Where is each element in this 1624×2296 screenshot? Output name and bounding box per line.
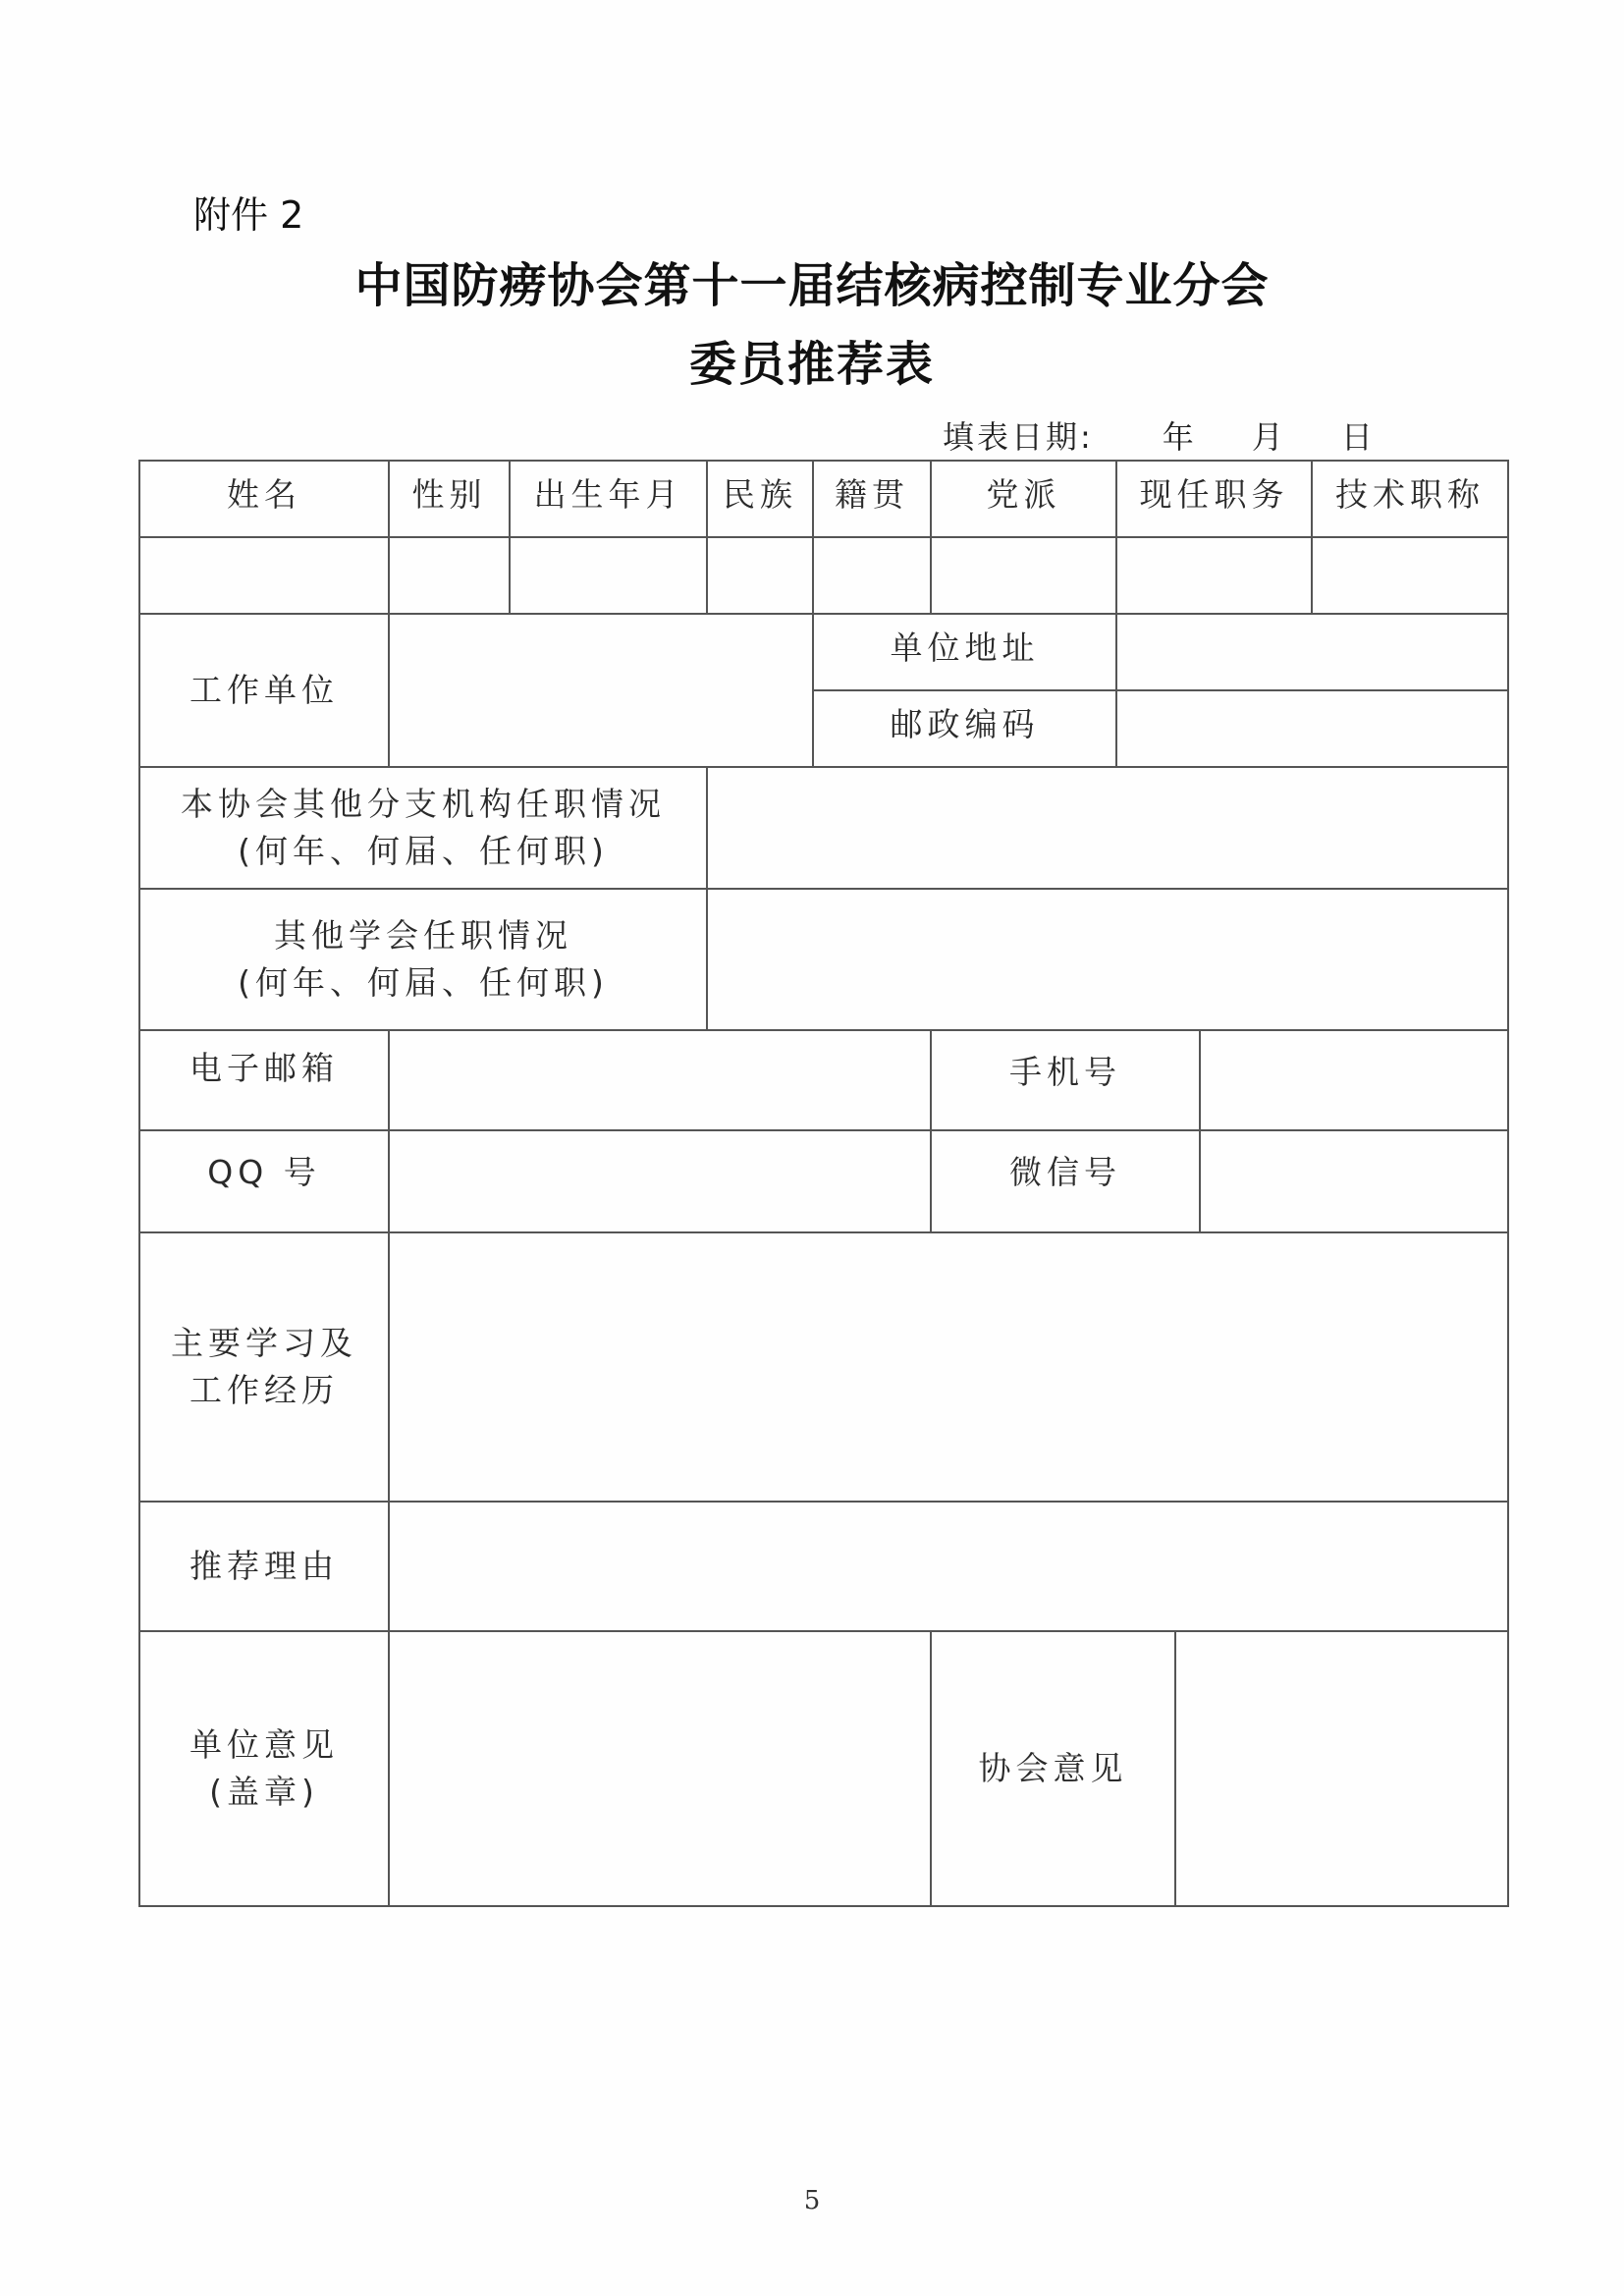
other-branch-line1: 本协会其他分支机构任职情况 — [181, 785, 666, 824]
fill-date-month: 月 — [1251, 418, 1286, 456]
hometown-field[interactable] — [812, 536, 932, 615]
mobile-label: 手机号 — [930, 1029, 1201, 1131]
postal-code-label: 邮政编码 — [812, 689, 1117, 768]
wechat-field[interactable] — [1199, 1129, 1509, 1233]
header-party: 党派 — [930, 460, 1117, 538]
association-opinion-label: 协会意见 — [930, 1630, 1176, 1907]
experience-line1: 主要学习及 — [171, 1324, 357, 1363]
document-title: 中国防痨协会第十一届结核病控制专业分会 — [354, 258, 1270, 313]
unit-opinion-label — [138, 1630, 390, 1907]
header-position: 现任职务 — [1115, 460, 1313, 538]
fill-date-year: 年 — [1162, 418, 1197, 456]
other-society-label — [138, 888, 708, 1031]
experience-label — [138, 1231, 390, 1503]
reason-field[interactable] — [388, 1501, 1509, 1632]
wechat-label: 微信号 — [930, 1129, 1201, 1233]
header-name: 姓名 — [138, 460, 390, 538]
unit-opinion-line2: (盖章) — [209, 1773, 319, 1811]
postal-code-field[interactable] — [1115, 689, 1509, 768]
header-birth: 出生年月 — [509, 460, 708, 538]
header-title: 技术职称 — [1311, 460, 1509, 538]
unit-address-label: 单位地址 — [812, 613, 1117, 691]
unit-opinion-line1: 单位意见 — [189, 1725, 339, 1765]
unit-opinion-field[interactable] — [388, 1630, 932, 1907]
ethnicity-field[interactable] — [706, 536, 814, 615]
other-society-field[interactable] — [706, 888, 1509, 1031]
qq-label: QQ 号 — [138, 1129, 390, 1233]
fill-date-label: 填表日期: — [943, 418, 1094, 456]
gender-field[interactable] — [388, 536, 511, 615]
association-opinion-field[interactable] — [1174, 1630, 1509, 1907]
email-field[interactable] — [388, 1029, 932, 1131]
qq-field[interactable] — [388, 1129, 932, 1233]
position-field[interactable] — [1115, 536, 1313, 615]
work-unit-label: 工作单位 — [138, 613, 390, 768]
other-branch-label — [138, 766, 708, 890]
unit-address-field[interactable] — [1115, 613, 1509, 691]
header-ethnicity: 民族 — [706, 460, 814, 538]
experience-line2: 工作经历 — [189, 1371, 339, 1409]
header-hometown: 籍贯 — [812, 460, 932, 538]
birth-field[interactable] — [509, 536, 708, 615]
other-society-line2: (何年、何届、任何职) — [238, 963, 609, 1002]
fill-date — [943, 412, 1376, 458]
other-branch-field[interactable] — [706, 766, 1509, 890]
header-gender: 性别 — [388, 460, 511, 538]
party-field[interactable] — [930, 536, 1117, 615]
mobile-field[interactable] — [1199, 1029, 1509, 1131]
experience-field[interactable] — [388, 1231, 1509, 1503]
work-unit-field[interactable] — [388, 613, 814, 768]
page-number: 5 — [803, 2186, 821, 2215]
reason-label: 推荐理由 — [138, 1501, 390, 1632]
other-branch-line2: (何年、何届、任何职) — [238, 832, 609, 870]
other-society-line1: 其他学会任职情况 — [274, 916, 572, 956]
email-label: 电子邮箱 — [138, 1029, 390, 1131]
document-subtitle: 委员推荐表 — [688, 337, 935, 392]
fill-date-day: 日 — [1340, 418, 1376, 456]
name-field[interactable] — [138, 536, 390, 615]
title-field[interactable] — [1311, 536, 1509, 615]
attachment-label: 附件 2 — [193, 193, 304, 237]
